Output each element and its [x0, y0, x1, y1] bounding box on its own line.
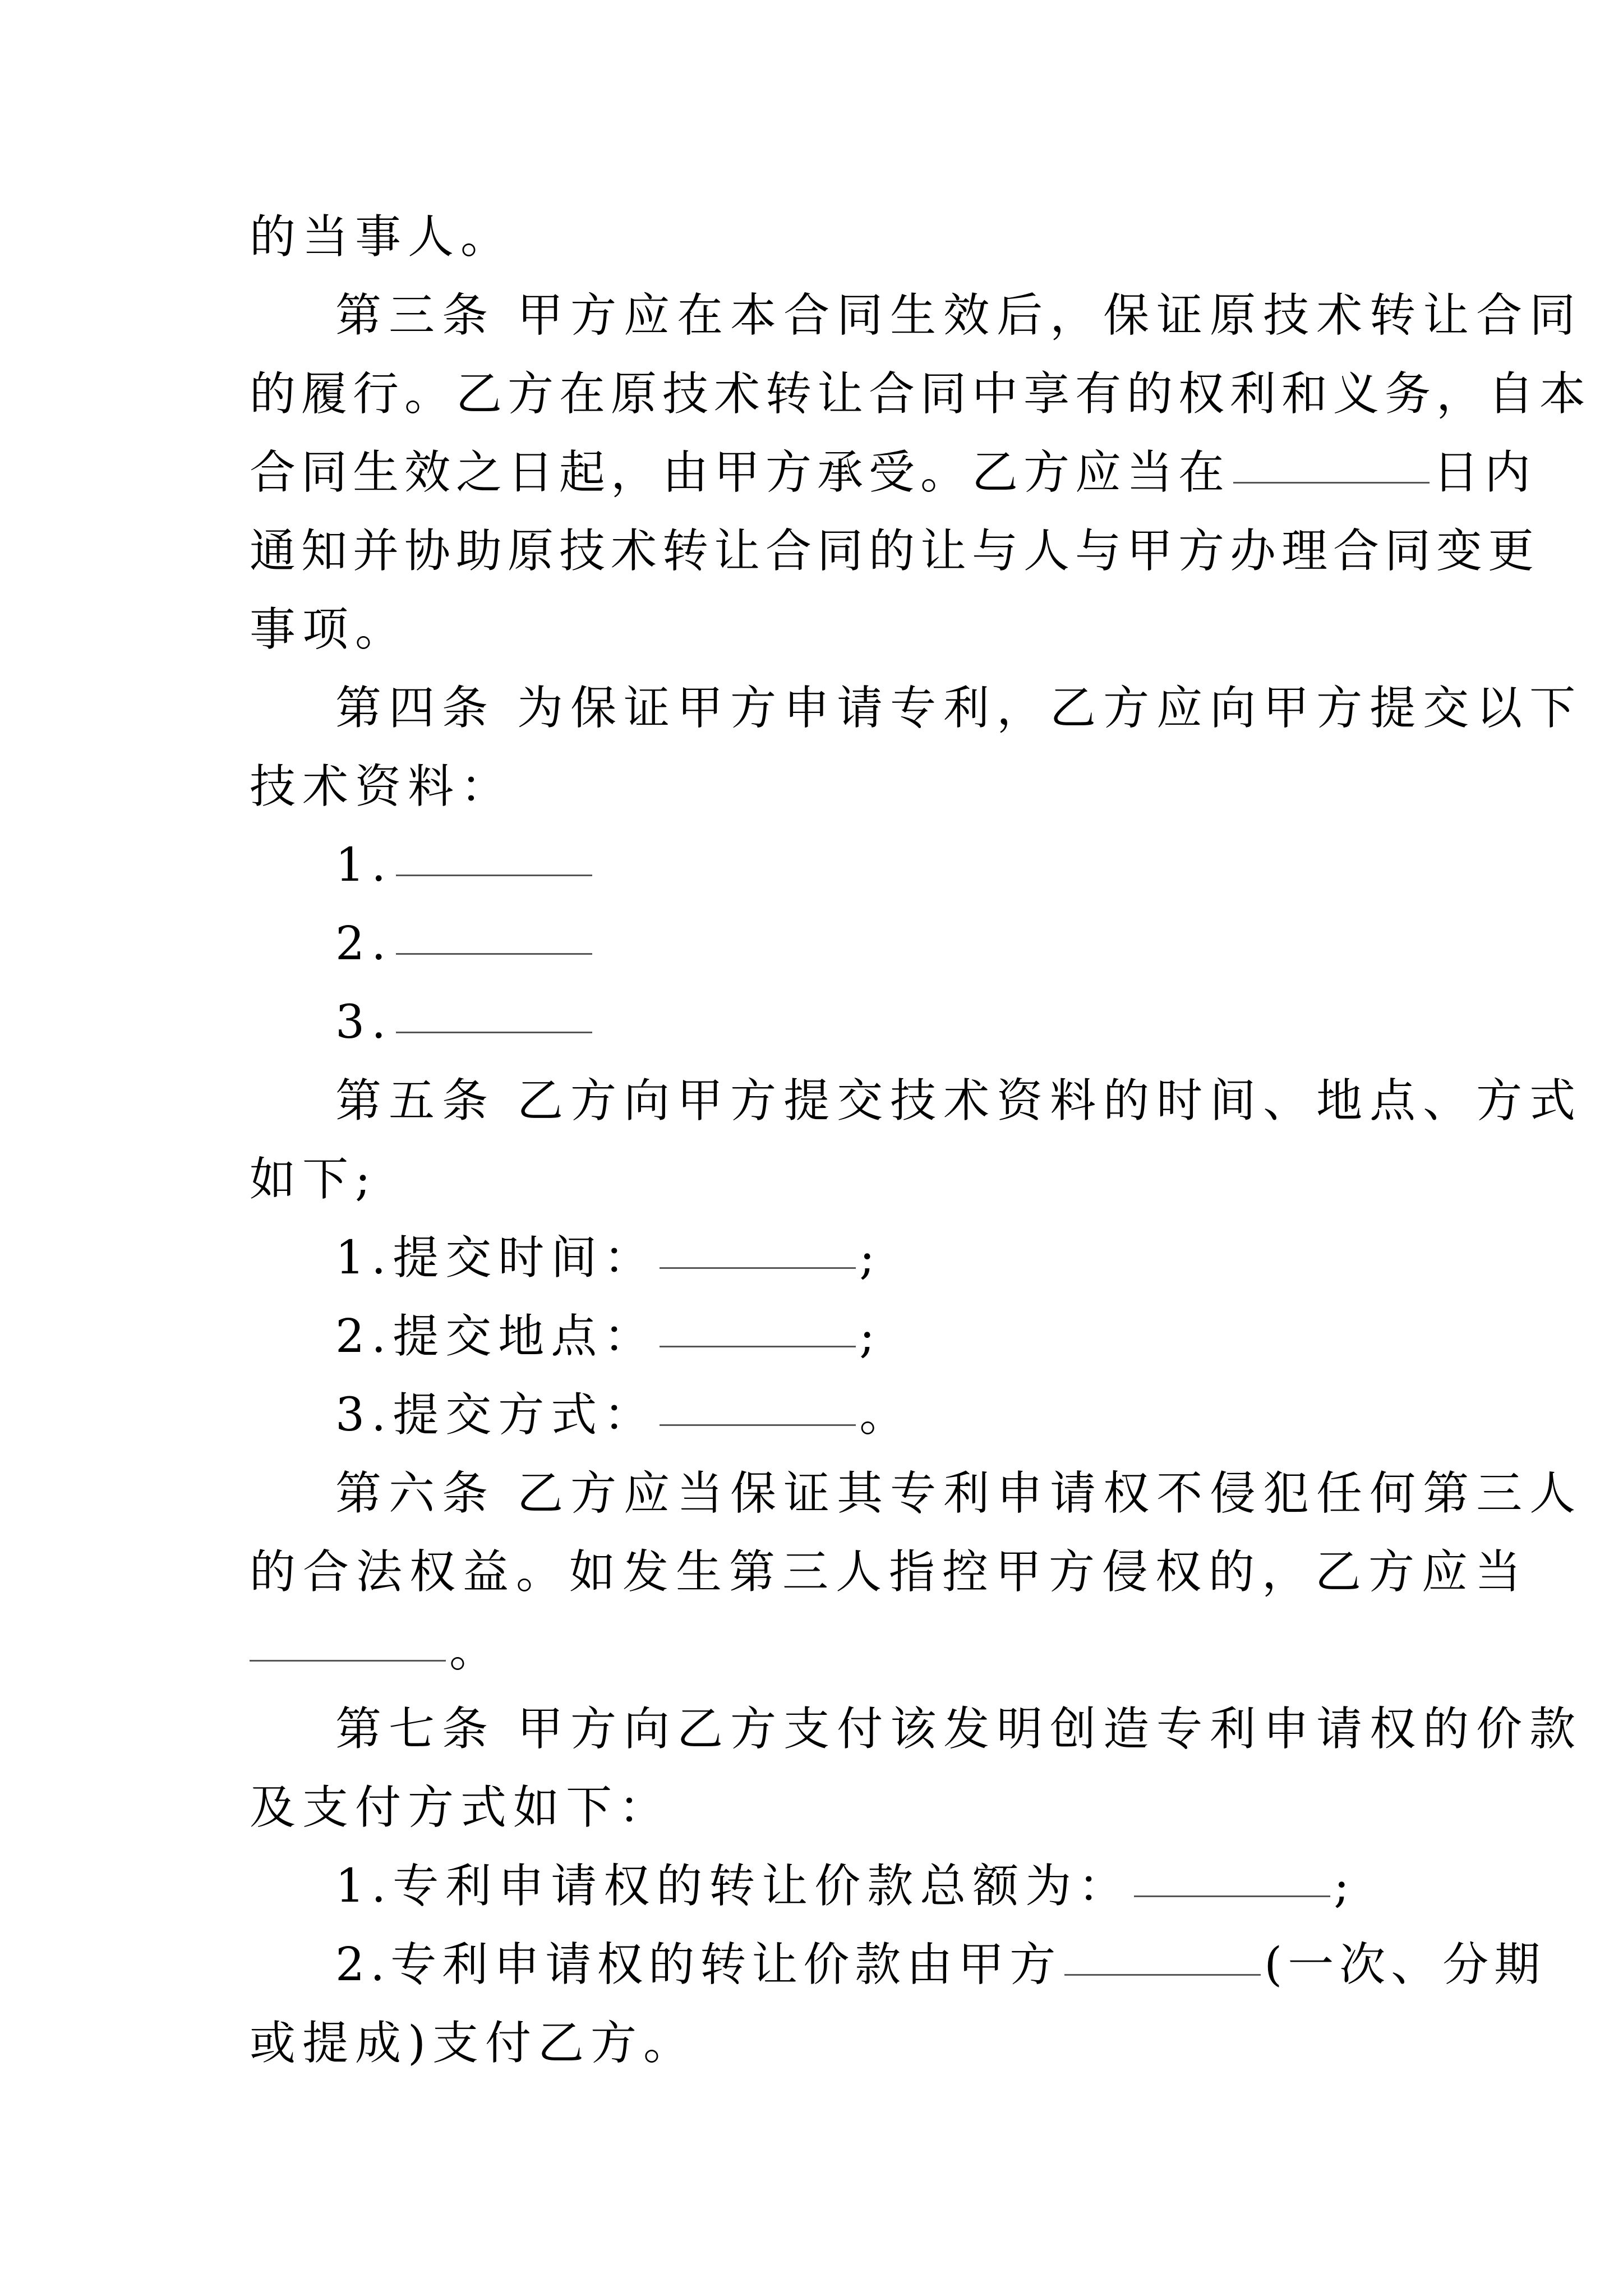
list-item — [0, 1934, 1546, 1996]
list-item — [0, 1306, 882, 1368]
line-text: 1.专利申请权的转让价款总额为： — [335, 1860, 1131, 1913]
line-text: 第七条 甲方向乙方支付该发明创造专利申请权的价款 — [335, 1703, 1583, 1756]
line-text: 1.提交时间： — [335, 1231, 657, 1285]
line-text: 。 — [449, 1624, 502, 1677]
line-text: 第六条 乙方应当保证其专利申请权不侵犯任何第三人 — [335, 1467, 1583, 1520]
line-text: 事项。 — [250, 603, 408, 656]
fill-in-blank[interactable] — [396, 841, 592, 876]
fill-in-blank-total-price[interactable] — [1134, 1862, 1330, 1897]
line-text: 及支付方式如下： — [250, 1781, 672, 1834]
fill-in-blank[interactable] — [396, 919, 592, 955]
line-text: 的履行。乙方在原技术转让合同中享有的权利和义务，自本 — [250, 367, 1592, 421]
line-text: 3.提交方式： — [335, 1388, 657, 1442]
line-text: 的合法权益。如发生第三人指控甲方侵权的，乙方应当 — [250, 1545, 1529, 1599]
line-text: 。 — [859, 1388, 912, 1442]
text-line — [0, 521, 1539, 582]
fill-in-blank-payment-type[interactable] — [1064, 1940, 1261, 1976]
list-item — [0, 835, 596, 896]
line-text: 2.提交地点： — [335, 1310, 657, 1363]
fill-in-blank-method[interactable] — [660, 1391, 856, 1426]
line-text: 或提成)支付乙方。 — [250, 2017, 696, 2070]
article-7-heading-line — [0, 1699, 1583, 1760]
line-text: 日内 — [1433, 446, 1537, 499]
list-item — [0, 992, 596, 1053]
article-6-heading-line — [0, 1463, 1583, 1525]
text-line-with-blank — [0, 442, 1536, 504]
list-item — [0, 1227, 882, 1289]
article-5-heading-line — [0, 1070, 1583, 1132]
fill-in-blank[interactable] — [250, 1626, 446, 1662]
fill-in-blank-time[interactable] — [660, 1234, 856, 1269]
fill-in-blank[interactable] — [396, 998, 592, 1033]
fill-in-blank-days[interactable] — [1233, 448, 1430, 484]
list-item — [0, 1384, 912, 1446]
text-line — [0, 1777, 671, 1839]
text-line — [0, 2013, 696, 2074]
list-number: 2. — [335, 917, 393, 970]
list-item — [0, 913, 596, 975]
line-text: 第四条 为保证甲方申请专利，乙方应向甲方提交以下 — [335, 682, 1583, 735]
line-text: ; — [859, 1231, 882, 1285]
line-text: ; — [859, 1310, 882, 1363]
article-4-heading-line — [0, 678, 1583, 739]
line-text: (一次、分期 — [1264, 1938, 1546, 1991]
line-text: 的当事人。 — [250, 210, 514, 264]
text-line — [0, 364, 1591, 425]
line-text: 第五条 乙方向甲方提交技术资料的时间、地点、方式 — [335, 1074, 1583, 1128]
text-line-with-blank — [0, 1620, 502, 1682]
line-text: 2.专利申请权的转让价款由甲方 — [335, 1938, 1062, 1991]
text-line — [0, 599, 408, 661]
article-3-heading-line — [0, 285, 1583, 347]
line-text: ; — [1334, 1860, 1356, 1913]
line-text: 通知并协助原技术转让合同的让与人与甲方办理合同变更 — [250, 524, 1540, 578]
line-text: 第三条 甲方应在本合同生效后，保证原技术转让合同 — [335, 289, 1583, 342]
line-text: 技术资料： — [250, 760, 514, 813]
text-line — [0, 1149, 377, 1211]
list-number: 1. — [335, 839, 393, 892]
text-line — [0, 1542, 1528, 1603]
line-text: 合同生效之日起，由甲方承受。乙方应当在 — [250, 446, 1230, 499]
text-line — [0, 206, 513, 268]
fill-in-blank-place[interactable] — [660, 1312, 856, 1347]
line-text: 如下; — [250, 1153, 377, 1206]
list-item — [0, 1856, 1356, 1917]
text-line — [0, 756, 513, 818]
list-number: 3. — [335, 996, 393, 1049]
